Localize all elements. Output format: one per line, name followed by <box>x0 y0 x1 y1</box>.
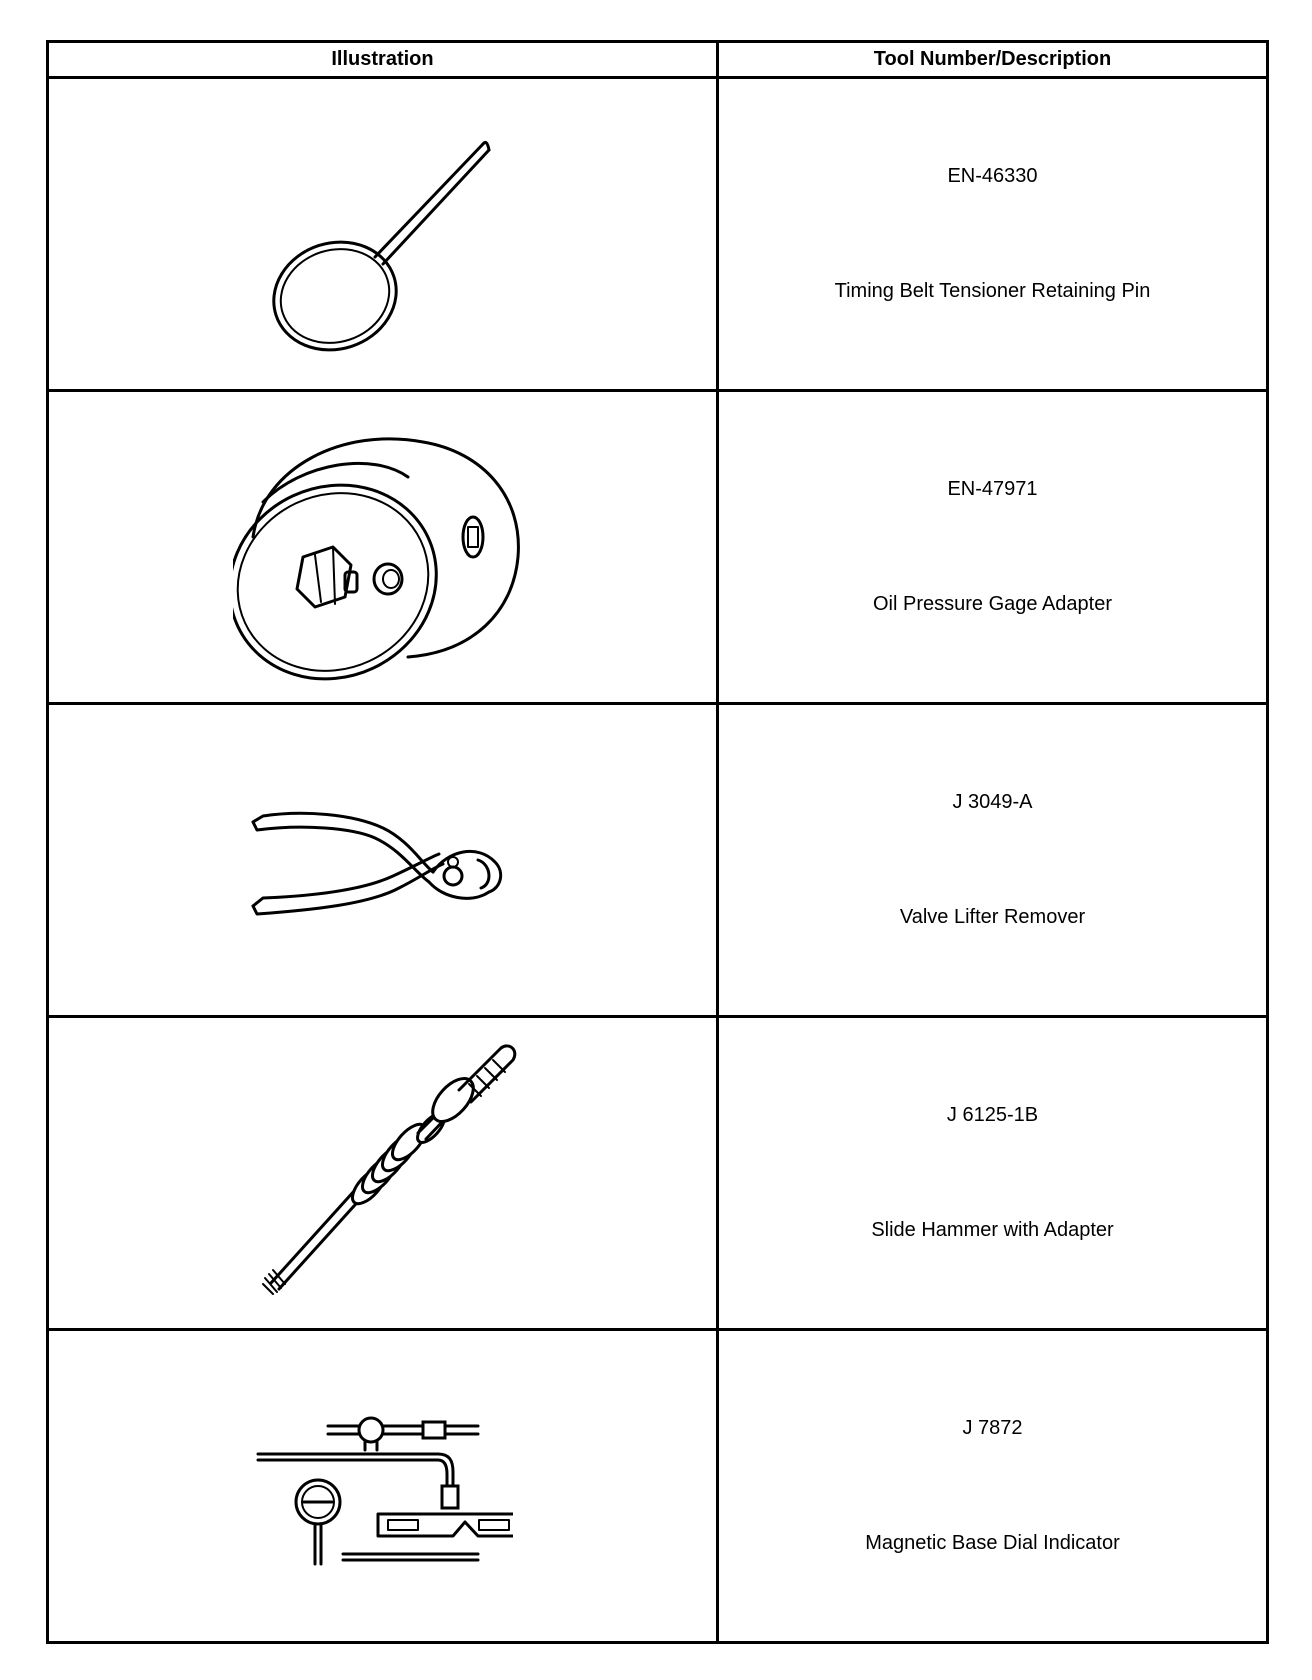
tool-description: Valve Lifter Remover <box>899 906 1086 928</box>
table-row <box>48 704 1268 1017</box>
illustration-cell <box>48 704 718 1017</box>
lifter-remover-icon <box>243 780 523 940</box>
tool-number: EN-46330 <box>947 165 1038 187</box>
tool-description-cell <box>718 391 1268 704</box>
slide-hammer-icon <box>243 1038 523 1308</box>
gage-adapter-icon <box>233 407 533 687</box>
table-header-row <box>48 42 1268 78</box>
table-row <box>48 1330 1268 1643</box>
tool-description-cell <box>718 1330 1268 1643</box>
tool-description-cell <box>718 78 1268 391</box>
tool-description: Oil Pressure Gage Adapter <box>872 593 1112 615</box>
illustration-cell <box>48 1330 718 1643</box>
tool-number: J 7872 <box>962 1417 1023 1439</box>
tool-description: Slide Hammer with Adapter <box>871 1219 1114 1241</box>
illustration-cell <box>48 78 718 391</box>
tool-number: J 6125-1B <box>946 1104 1039 1126</box>
tool-description: Timing Belt Tensioner Retaining Pin <box>834 280 1151 302</box>
tool-description-cell <box>718 704 1268 1017</box>
table-row <box>48 391 1268 704</box>
illustration-cell <box>48 1017 718 1330</box>
illustration-cell <box>48 391 718 704</box>
tool-number: EN-47971 <box>947 478 1038 500</box>
table-row <box>48 78 1268 391</box>
header-tool-number-description: Tool Number/Description <box>718 42 1268 78</box>
header-illustration: Illustration <box>48 42 718 78</box>
tool-description-cell <box>718 1017 1268 1330</box>
retaining-pin-icon <box>233 104 533 364</box>
special-tools-table <box>46 40 1269 1644</box>
tool-description: Magnetic Base Dial Indicator <box>865 1532 1120 1554</box>
dial-indicator-icon <box>253 1386 513 1586</box>
table-row <box>48 1017 1268 1330</box>
tool-number: J 3049-A <box>952 791 1033 813</box>
